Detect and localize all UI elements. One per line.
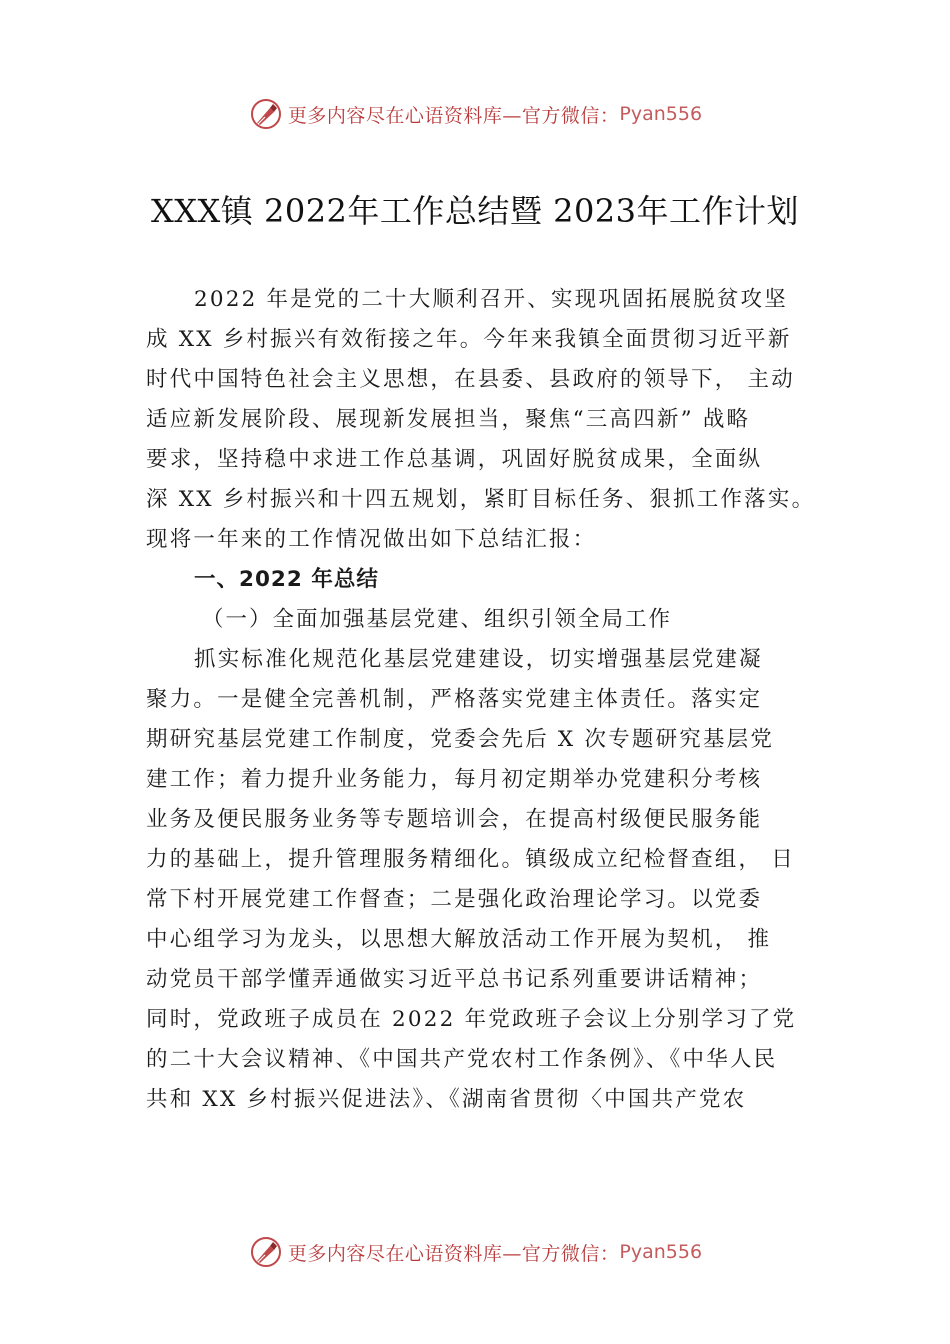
watermark-text: 更多内容尽在心语资料库—官方微信： <box>287 1242 620 1265</box>
body-text-line: 力的基础上，提升管理服务精细化。镇级成立纪检督查组， 日 <box>146 847 795 872</box>
body-text-line: 时代中国特色社会主义思想，在县委、县政府的领导下， 主动 <box>146 367 795 392</box>
section-heading: 一、2022 年总结 <box>194 567 379 592</box>
document-title: XXX镇 2022年工作总结暨 2023年工作计划 <box>150 192 800 230</box>
body-text-line: 动党员干部学懂弄通做实习近平总书记系列重要讲话精神； <box>146 967 763 992</box>
body-text-line: 成 XX 乡村振兴有效衔接之年。今年来我镇全面贯彻习近平新 <box>146 327 792 352</box>
watermark-id: Pyan556 <box>619 1241 703 1263</box>
watermark-banner-top <box>0 94 950 134</box>
subsection-heading: （一）全面加强基层党建、组织引领全局工作 <box>202 607 673 632</box>
body-text-line: 深 XX 乡村振兴和十四五规划，紧盯目标任务、狠抓工作落实。 <box>146 487 816 512</box>
watermark-id: Pyan556 <box>619 103 703 125</box>
body-text-line: 共和 XX 乡村振兴促进法》、《湖南省贯彻〈中国共产党农 <box>146 1087 747 1112</box>
pen-nib-logo-icon <box>248 1234 284 1270</box>
body-text-line: 要求，坚持稳中求进工作总基调，巩固好脱贫成果，全面纵 <box>146 447 763 472</box>
body-text-line: 抓实标准化规范化基层党建建设，切实增强基层党建凝 <box>194 647 763 672</box>
body-text-line: 业务及便民服务业务等专题培训会，在提高村级便民服务能 <box>146 807 763 832</box>
watermark-banner-bottom <box>0 1232 950 1272</box>
body-text-line: 的二十大会议精神、《中国共产党农村工作条例》、《中华人民 <box>146 1047 778 1072</box>
body-text-line: 现将一年来的工作情况做出如下总结汇报： <box>146 527 597 552</box>
body-text-line: 适应新发展阶段、展现新发展担当，聚焦“三高四新” 战略 <box>146 407 751 432</box>
body-text-line: 建工作；着力提升业务能力，每月初定期举办党建积分考核 <box>146 767 763 792</box>
pen-nib-logo-icon <box>248 96 284 132</box>
body-text-line: 常下村开展党建工作督查；二是强化政治理论学习。以党委 <box>146 887 763 912</box>
body-text-line: 期研究基层党建工作制度，党委会先后 X 次专题研究基层党 <box>146 727 775 752</box>
body-text-line: 同时，党政班子成员在 2022 年党政班子会议上分别学习了党 <box>146 1007 797 1032</box>
body-text-line: 2022 年是党的二十大顺利召开、实现巩固拓展脱贫攻坚 <box>194 287 788 312</box>
body-text-line: 中心组学习为龙头，以思想大解放活动工作开展为契机， 推 <box>146 927 772 952</box>
watermark-text: 更多内容尽在心语资料库—官方微信： <box>287 104 620 127</box>
body-text-line: 聚力。一是健全完善机制，严格落实党建主体责任。落实定 <box>146 687 763 712</box>
document-body <box>146 280 836 1120</box>
